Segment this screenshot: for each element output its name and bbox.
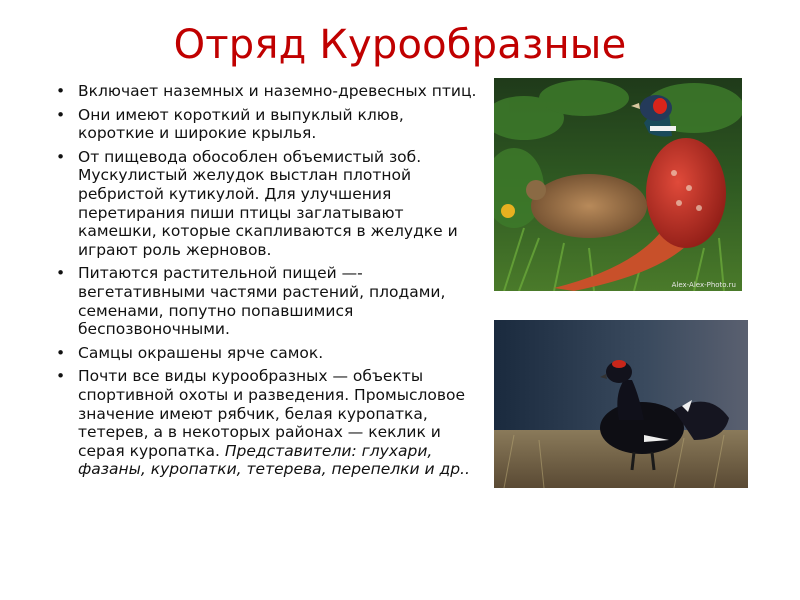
slide-title: Отряд Курообразные bbox=[173, 22, 627, 68]
pheasant-photo bbox=[494, 78, 742, 291]
bullet-item: • Питаются растительной пищей —- вегетативными частями растений, плодами, семенами, попутно попавшимися беспозвоночными. bbox=[54, 264, 479, 338]
photo-credit: Alex-Alex-Photo.ru bbox=[671, 281, 736, 289]
grouse-illustration bbox=[494, 320, 748, 488]
bullet-text: Почти все виды курообразных — объекты спортивной охоты и разведения. Промысловое значение имеют рябчик, белая куропатка, тетерев, а в некоторых районах — кеклик и серая куропатка. bbox=[78, 367, 466, 460]
bullet-item-last bbox=[54, 367, 479, 479]
bullet-item: • Они имеют короткий и выпуклый клюв, короткие и широкие крылья. bbox=[54, 106, 479, 143]
bullet-item: • От пищевода обособлен объемистый зоб. Мускулистый желудок выстлан плотной ребристой кутикулой. Для улучшения перетирания пиши птицы заглатывают камешки, которые скапливаются в желудке и играют роль жерновов. bbox=[54, 148, 479, 260]
bullet-item: • Самцы окрашены ярче самок. bbox=[54, 344, 479, 363]
bullet-item: • Включает наземных и наземно-древесных птиц. bbox=[54, 82, 479, 101]
representatives-text: Представители: глухари, фазаны, куропатки, тетерева, перепелки и др.. bbox=[78, 441, 470, 479]
bullet-list bbox=[54, 82, 479, 484]
pheasant-illustration bbox=[494, 78, 742, 291]
black-grouse-photo bbox=[494, 320, 748, 488]
